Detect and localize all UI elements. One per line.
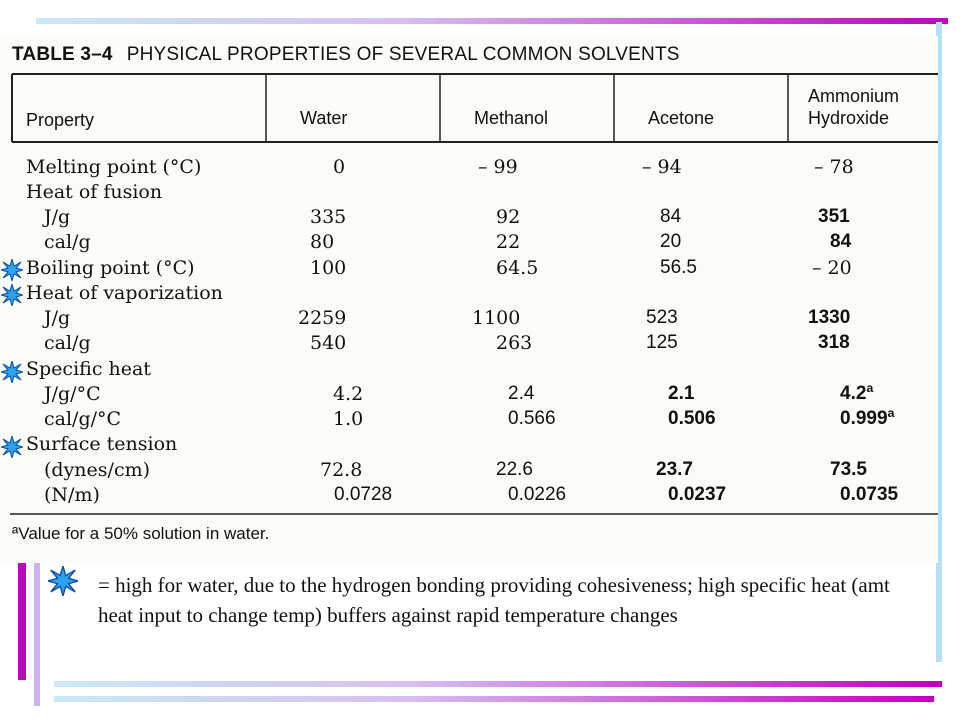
- cell-ammonium: 0.999ª: [840, 408, 895, 429]
- cell-methanol: 22: [496, 231, 521, 253]
- cell-methanol: 64.5: [496, 257, 539, 279]
- cell-water: 100: [310, 257, 347, 279]
- cell-water: 4.2: [333, 383, 364, 405]
- left-accent-bar-lavender: [34, 560, 40, 706]
- row-label: Boiling point (°C): [26, 257, 195, 279]
- bottom-accent-bar-lower: [54, 696, 934, 702]
- row-label: Specific heat: [26, 358, 151, 380]
- table-title: [12, 44, 680, 66]
- cell-acetone: 125: [646, 332, 678, 353]
- row-label: (dynes/cm): [44, 459, 151, 481]
- cell-acetone: 523: [646, 307, 678, 328]
- top-accent-bar: [36, 18, 948, 24]
- cell-ammonium: 84: [830, 231, 852, 252]
- table-number: TABLE 3–4: [12, 44, 113, 65]
- row-label: J/g: [44, 307, 71, 329]
- cell-methanol: 0.0226: [508, 484, 567, 505]
- cell-acetone: 0.0237: [668, 484, 727, 505]
- cell-acetone: – 94: [642, 156, 682, 178]
- starburst-icon: [1, 436, 23, 458]
- cell-ammonium: – 78: [814, 156, 854, 178]
- cell-methanol: 2.4: [508, 383, 535, 404]
- row-label: Heat of fusion: [26, 181, 163, 203]
- cell-ammonium: 1330: [808, 307, 851, 328]
- cell-acetone: 84: [660, 206, 682, 227]
- header-ammonium-line2: Hydroxide: [808, 108, 890, 128]
- table-footnote: ªValue for a 50% solution in water.: [12, 524, 270, 543]
- row-label: cal/g: [44, 231, 91, 253]
- cell-ammonium: 73.5: [830, 459, 867, 480]
- starburst-icon: [1, 361, 23, 383]
- cell-water: 335: [310, 206, 347, 228]
- cell-methanol: – 99: [478, 156, 518, 178]
- header-ammonium-line1: Ammonium: [808, 86, 900, 106]
- cell-methanol: 0.566: [508, 408, 556, 429]
- bottom-accent-bar: [54, 681, 942, 687]
- starburst-icon: [1, 284, 23, 306]
- header-methanol: Methanol: [474, 108, 549, 128]
- cell-methanol: 92: [496, 206, 521, 228]
- row-label: J/g/°C: [44, 383, 101, 405]
- header-acetone: Acetone: [648, 108, 715, 128]
- row-label: cal/g/°C: [44, 408, 122, 430]
- cell-water: 0: [333, 156, 346, 178]
- cell-ammonium: – 20: [812, 257, 852, 279]
- cell-acetone: 20: [660, 231, 682, 252]
- cell-water: 2259: [298, 307, 347, 329]
- cell-acetone: 2.1: [668, 383, 695, 404]
- table-title-text: PHYSICAL PROPERTIES OF SEVERAL COMMON SOLVENTS: [126, 44, 680, 65]
- left-accent-bar-magenta: [18, 560, 26, 680]
- row-label: Surface tension: [26, 433, 178, 455]
- row-label: Melting point (°C): [26, 156, 202, 178]
- cell-methanol: 1100: [472, 307, 521, 329]
- caption-text: = high for water, due to the hydrogen bonding providing cohesiveness; high specific heat (amt heat input to change temp) buffers against rapid temperature changes: [98, 573, 890, 627]
- cell-water: 80: [310, 231, 335, 253]
- cell-methanol: 22.6: [496, 459, 533, 480]
- cell-acetone: 23.7: [656, 459, 693, 480]
- cell-acetone: 56.5: [660, 257, 697, 278]
- cell-acetone: 0.506: [668, 408, 716, 429]
- cell-water: 72.8: [320, 459, 363, 481]
- row-label: (N/m): [44, 484, 100, 506]
- solvent-properties-table: [0, 36, 938, 563]
- cell-methanol: 263: [496, 332, 533, 354]
- starburst-icon: [1, 259, 23, 281]
- cell-water: 540: [310, 332, 347, 354]
- cell-ammonium: 4.2ª: [840, 383, 874, 404]
- row-label: J/g: [44, 206, 71, 228]
- row-label: Heat of vaporization: [26, 282, 223, 304]
- cell-water: 0.0728: [334, 484, 393, 505]
- cell-ammonium: 318: [818, 332, 850, 353]
- cell-ammonium: 0.0735: [840, 484, 899, 505]
- header-water: Water: [300, 108, 348, 128]
- row-label: cal/g: [44, 332, 91, 354]
- caption-starburst-icon: [48, 566, 78, 596]
- cell-water: 1.0: [333, 408, 364, 430]
- header-property: Property: [26, 110, 95, 130]
- cell-ammonium: 351: [818, 206, 850, 227]
